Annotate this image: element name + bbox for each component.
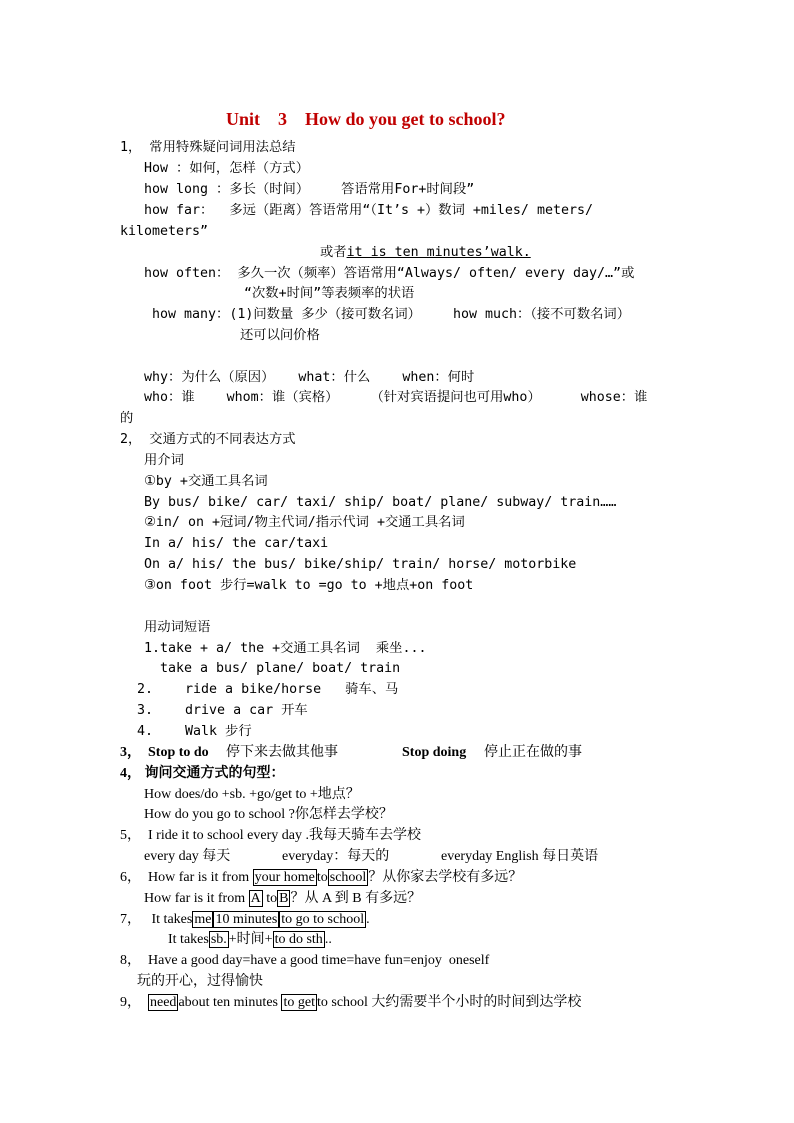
box-to-get: to get: [283, 995, 315, 1010]
who-line: who：谁 whom：谁（宾格） （针对宾语提问也可用who） whose：谁: [144, 390, 648, 405]
section-6-line-2: How far is it from A to B ？从 A 到 B 有多远？: [144, 891, 422, 906]
section-3-num: 3，: [120, 745, 141, 760]
box-sb: sb.: [210, 932, 227, 947]
why-line: why：为什么（原因） what：什么 when：何时: [144, 370, 475, 385]
verb-label: 用动词短语: [144, 620, 211, 635]
section-5-every-day: every day 每天: [144, 849, 231, 864]
on-foot-line: ③on foot 步行=walk to =go to +地点+on foot: [144, 578, 474, 593]
stop-to-do-cn: 停下来去做其他事: [226, 745, 338, 760]
how-often-line-2: “次数+时间”等表频率的状语: [244, 286, 415, 301]
box-10-minutes: 10 minutes: [215, 912, 278, 927]
section-7-line-2: It takes sb. +时间+ to do sth ..: [168, 932, 332, 947]
how-far-line: how far： 多远（距离）答语常用“（It’s +）数词 +miles/ meters/: [144, 203, 593, 218]
section-2-heading: 2， 交通方式的不同表达方式: [120, 432, 296, 447]
prep-label: 用介词: [144, 453, 184, 468]
box-me: me: [194, 912, 212, 927]
drive-line: 3. drive a car 开车: [137, 703, 308, 718]
box-your-home: your home: [254, 870, 315, 885]
how-many-line-2: 还可以问价格: [240, 328, 320, 343]
section-9-line: 9， need about ten minutes to get to school 大约需要半个小时的时间到达学校: [120, 995, 582, 1010]
ride-line: 2. ride a bike/horse 骑车、马: [137, 682, 399, 697]
section-8-line-2: 玩的开心，过得愉快: [137, 974, 263, 989]
section-1-heading: 1， 常用特殊疑问词用法总结: [120, 140, 296, 155]
how-line: How ：如何，怎样（方式）: [144, 161, 309, 176]
box-a: A: [250, 891, 261, 906]
take-example: take a bus/ plane/ boat/ train: [160, 661, 401, 676]
by-example: By bus/ bike/ car/ taxi/ ship/ boat/ plane/ subway/ train……: [144, 495, 617, 510]
stop-to-do: Stop to do: [148, 745, 209, 760]
who-line-2: 的: [120, 411, 134, 426]
how-many-line: how many：(1)问数量 多少（接可数名词） how much：（接不可数名词）: [152, 307, 631, 322]
box-to-go-to-school: to go to school: [281, 912, 365, 927]
how-far-line-3: 或者it is ten minutes’walk.: [320, 245, 531, 260]
box-b: B: [279, 891, 289, 906]
in-on-line: ②in/ on +冠词/物主代词/指示代词 +交通工具名词: [144, 515, 465, 530]
box-need: need: [150, 995, 177, 1010]
section-4-heading: 4， 询问交通方式的句型：: [120, 766, 285, 781]
take-line: 1.take + a/ the +交通工具名词 乘坐...: [144, 641, 427, 656]
by-line: ①by +交通工具名词: [144, 474, 268, 489]
section-4-line-1: How does/do +sb. +go/get to +地点？: [144, 787, 360, 802]
section-7-line-1: 7， It takes me 10 minutes to go to school .: [120, 912, 370, 927]
stop-doing-cn: 停止正在做的事: [484, 745, 582, 760]
section-8-line-1: 8， Have a good day=have a good time=have fun=enjoy oneself: [120, 953, 490, 968]
box-school: school: [329, 870, 367, 885]
in-example: In a/ his/ the car/taxi: [144, 536, 329, 551]
section-4-line-2: How do you go to school ?你怎样去学校？: [144, 807, 393, 822]
how-often-line: how often： 多久一次（频率）答语常用“Always/ often/ every day/…”或: [144, 266, 635, 281]
section-5-line-1: 5， I ride it to school every day .我每天骑车去学校: [120, 828, 421, 843]
page-title: Unit 3 How do you get to school?: [226, 109, 506, 129]
section-6-line-1: 6， How far is it from your home to school ？从你家去学校有多远？: [120, 870, 523, 885]
box-to-do-sth: to do sth: [274, 932, 323, 947]
on-example: On a/ his/ the bus/ bike/ship/ train/ horse/ motorbike: [144, 557, 577, 572]
how-far-line-2: kilometers”: [120, 224, 209, 239]
section-5-everyday: everyday：每天的: [282, 849, 390, 864]
section-5-everyday-english: everyday English 每日英语: [441, 849, 599, 864]
walk-line: 4. Walk 步行: [137, 724, 252, 739]
stop-doing: Stop doing: [402, 745, 467, 760]
how-long-line: how long ：多长（时间） 答语常用For+时间段”: [144, 182, 475, 197]
